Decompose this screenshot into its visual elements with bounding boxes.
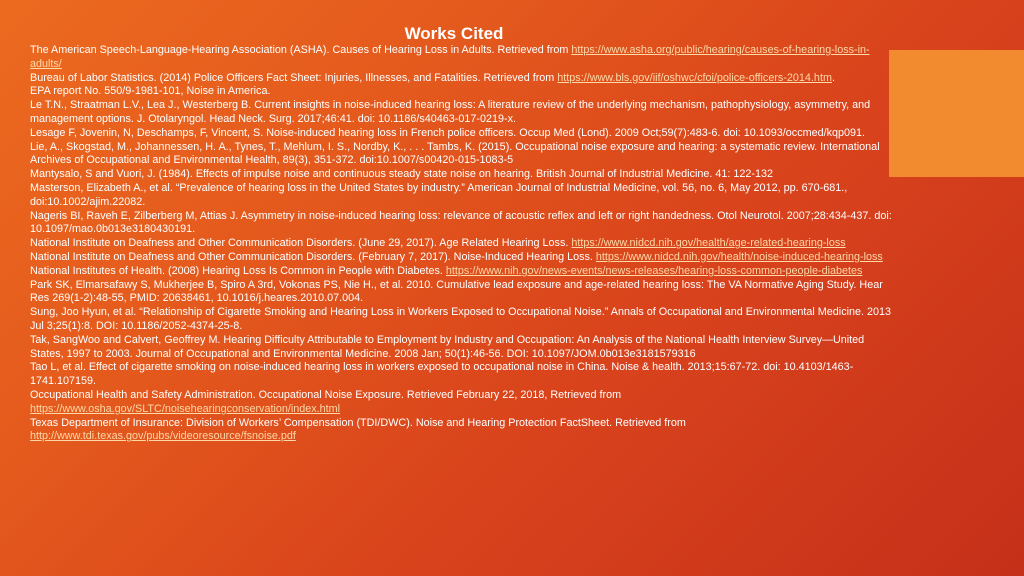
reference-link[interactable]: https://www.nidcd.nih.gov/health/noise-induced-hearing-loss (595, 250, 883, 263)
reference-text: Texas Department of Insurance: Division of Workers’ Compensation (TDI/DWC). Noise and Hearing Protection FactSheet. Retrieved from (30, 416, 686, 429)
reference-entry (30, 334, 892, 362)
reference-suffix: . (831, 71, 835, 84)
reference-entry (30, 389, 892, 417)
reference-text: National Institute on Deafness and Other Communication Disorders. (February 7, 2017). Noise-Induced Hearing Loss. (30, 250, 596, 263)
reference-link[interactable]: https://www.bls.gov/iif/oshwc/cfoi/police-officers-2014.htm (557, 71, 832, 84)
reference-entry (30, 182, 892, 210)
reference-entry (30, 210, 892, 238)
reference-entry (30, 141, 892, 169)
reference-link[interactable]: https://www.asha.org/public/hearing/causes-of-hearing-loss-in-adults/ (30, 44, 870, 70)
reference-text: Park SK, Elmarsafawy S, Mukherjee B, Spiro A 3rd, Vokonas PS, Nie H., et al. 2010. Cumulative lead exposure and age-related hearing loss: The VA Normative Aging Study. Hear Res 269(1-2):48-55, PMID: 20638461, 10.1016/j.heares.2010.07.004. (30, 278, 883, 305)
reference-entry (30, 72, 892, 86)
reference-text: Mantysalo, S and Vuori, J. (1984). Effects of impulse noise and continuous steady state noise on hearing. British Journal of Industrial Medicine. 41: 122-132 (30, 168, 774, 181)
reference-text: Le T.N., Straatman L.V., Lea J., Westerberg B. Current insights in noise-induced hearing loss: A literature review of the underlying mechanism, pathophysiology, asymmetry, and management options. J. Otolaryngol. Head Neck. Surg. 2017;46:41. doi: 10.1186/s40463-017-0219-x. (30, 99, 871, 125)
reference-text: Lie, A., Skogstad, M., Johannessen, H. A., Tynes, T., Mehlum, I. S., Nordby, K., . . . Tambs, K. (2015). Occupational noise exposure and hearing: a systematic review. International Archives of Occupational and Environmental Health, 89(3), 351-372. doi:10.1007/s00420-015-1083-5 (30, 140, 880, 167)
reference-text: EPA report No. 550/9-1981-101, Noise in America. (30, 85, 271, 98)
reference-link[interactable]: http://www.tdi.texas.gov/pubs/videoresource/fsnoise.pdf (30, 430, 296, 443)
reference-text: Bureau of Labor Statistics. (2014) Police Officers Fact Sheet: Injuries, Illnesses, and Fatalities. Retrieved from (30, 71, 558, 84)
reference-link[interactable]: https://www.nih.gov/news-events/news-releases/hearing-loss-common-people-diabetes (445, 264, 863, 277)
reference-entry (30, 361, 892, 389)
reference-link[interactable]: https://www.osha.gov/SLTC/noisehearingconservation/index.html (30, 402, 341, 415)
references-list (30, 44, 892, 444)
reference-entry (30, 306, 892, 334)
reference-text: The American Speech-Language-Hearing Association (ASHA). Causes of Hearing Loss in Adults. Retrieved from (30, 44, 572, 56)
reference-text: National Institutes of Health. (2008) Hearing Loss Is Common in People with Diabetes. (30, 264, 446, 277)
reference-text: Sung, Joo Hyun, et al. “Relationship of Cigarette Smoking and Hearing Loss in Workers Exposed to Occupational Noise.” Annals of Occupational and Environmental Medicine. 2013 Jul 3;25(1):8. DOI: 10.1186/2052-4374-25-8. (30, 306, 892, 332)
accent-square (889, 50, 1024, 177)
reference-text: Tao L, et al. Effect of cigarette smoking on noise-induced hearing loss in workers exposed to occupational noise in China. Noise & health. 2013;15:67-72. doi: 10.4103/1463-1741.107159. (30, 361, 854, 388)
reference-link[interactable]: https://www.nidcd.nih.gov/health/age-related-hearing-loss (571, 237, 846, 250)
reference-text: Occupational Health and Safety Administration. Occupational Noise Exposure. Retrieved February 22, 2018, Retrieved from (30, 388, 622, 401)
reference-text: Lesage F, Jovenin, N, Deschamps, F, Vincent, S. Noise-induced hearing loss in French police officers. Occup Med (Lond). 2009 Oct;59(7):483-6. doi: 10.1093/occmed/kqp091. (30, 126, 866, 139)
reference-text: Tak, SangWoo and Calvert, Geoffrey M. Hearing Difficulty Attributable to Employment by Industry and Occupation: An Analysis of the National Health Interview Survey—United States, 1997 to 2003. Journal of Occupational and Environmental Medicine. 2008 Jan; 50(1):46-56. DOI: 10.1097/JOM.0b013e3181579316 (30, 333, 865, 360)
reference-entry (30, 168, 892, 182)
reference-text: Nageris BI, Raveh E, Zilberberg M, Attias J. Asymmetry in noise-induced hearing loss: relevance of acoustic reflex and left or right handedness. Otol Neurotol. 2007;28:434-437. doi: 10.1097/mao.0b013e3180430191. (30, 209, 892, 236)
page-title: Works Cited (404, 24, 504, 43)
reference-entry (30, 44, 892, 72)
reference-text: Masterson, Elizabeth A., et al. “Prevalence of hearing loss in the United States by industry.” American Journal of Industrial Medicine, vol. 56, no. 6, May 2012, pp. 670-681., doi:10.1002/ajim.22082. (30, 181, 848, 208)
reference-entry (30, 127, 892, 141)
reference-entry (30, 85, 892, 99)
reference-entry (30, 265, 892, 279)
reference-entry (30, 417, 892, 445)
reference-entry (30, 251, 892, 265)
reference-text: National Institute on Deafness and Other Communication Disorders. (June 29, 2017). Age Related Hearing Loss. (30, 237, 572, 250)
reference-entry (30, 99, 892, 127)
reference-entry (30, 279, 892, 307)
reference-entry (30, 237, 892, 251)
